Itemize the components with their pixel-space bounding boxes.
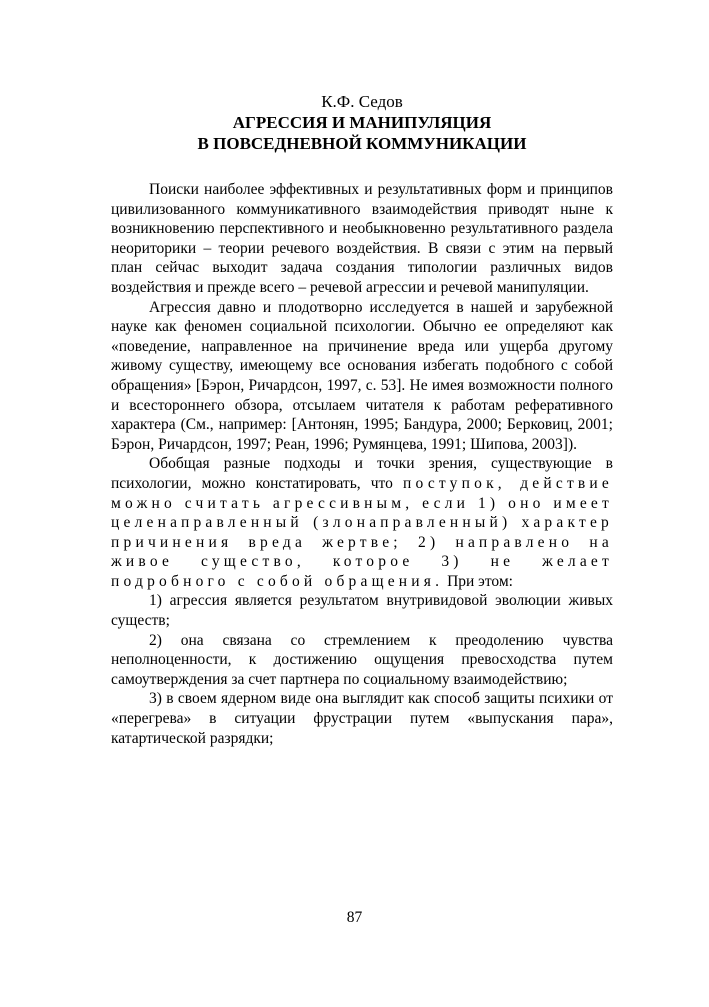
article [111,92,613,748]
article-title-line-2: В ПОВСЕДНЕВНОЙ КОММУНИКАЦИИ [197,134,527,153]
author-name: К.Ф. Седов [321,92,403,111]
article-body [111,180,613,748]
list-item-3: 3) в своем ядерном виде она выглядит как способ защиты психики от «перегрева» в ситуации фрустрации путем «выпускания пара», катартической разрядки; [111,690,613,747]
paragraph-3-intro: Обобщая разные подходы и точки зрения, существующие в психологии, можно констатировать, что [111,455,613,492]
article-title-line-1: АГРЕССИЯ И МАНИПУЛЯЦИЯ [232,113,492,132]
paragraph-2: Агрессия давно и плодотворно исследуется в нашей и зарубежной науке как феномен социальной психологии. Обычно ее определяют как «поведение, направленное на причинение вреда или ущерба другому живому существу, имеющему все основания избегать подобного с собой обращения» [Бэрон, Ричардсон, 1997, с. 53]. Не имея возможности полного и всестороннего обзора, отсылаем читателя к работам реферативного характера (См., например: [Антонян, 1995; Бандура, 2000; Берковиц, 2001; Бэрон, Ричардсон, 1997; Реан, 1996; Румянцева, 1991; Шипова, 2003]). [111,298,613,453]
paragraph-3-emphasis: поступок, действие можно считать агрессивным, если 1) оно имеет целенаправленный (злонаправленный) характер причинения вреда жертве; 2) направлено на живое существо, которое 3) не желает подробного с собой обращения. [111,474,614,590]
list-item-1: 1) агрессия является результатом внутривидовой эволюции живых существ; [111,592,613,630]
article-title [111,112,613,154]
paragraph-3-tail: При этом: [447,572,513,590]
page-number: 87 [346,909,363,926]
paragraph-1: Поиски наиболее эффективных и результативных форм и принципов цивилизованного коммуникативного взаимодействия приводят ныне к возникновению перспективного и необыкновенно результативного раздела неориторики – теории речевого воздействия. В связи с этим на первый план сейчас выходит задача создания типологии различных видов воздействия и прежде всего – речевой агрессии и речевой манипуляции. [111,181,613,296]
paragraph-3 [111,454,613,591]
list-item-2: 2) она связана со стремлением к преодолению чувства неполноценности, к достижению ощущения превосходства путем самоутверждения за счет партнера по социальному взаимодействию; [111,631,613,688]
